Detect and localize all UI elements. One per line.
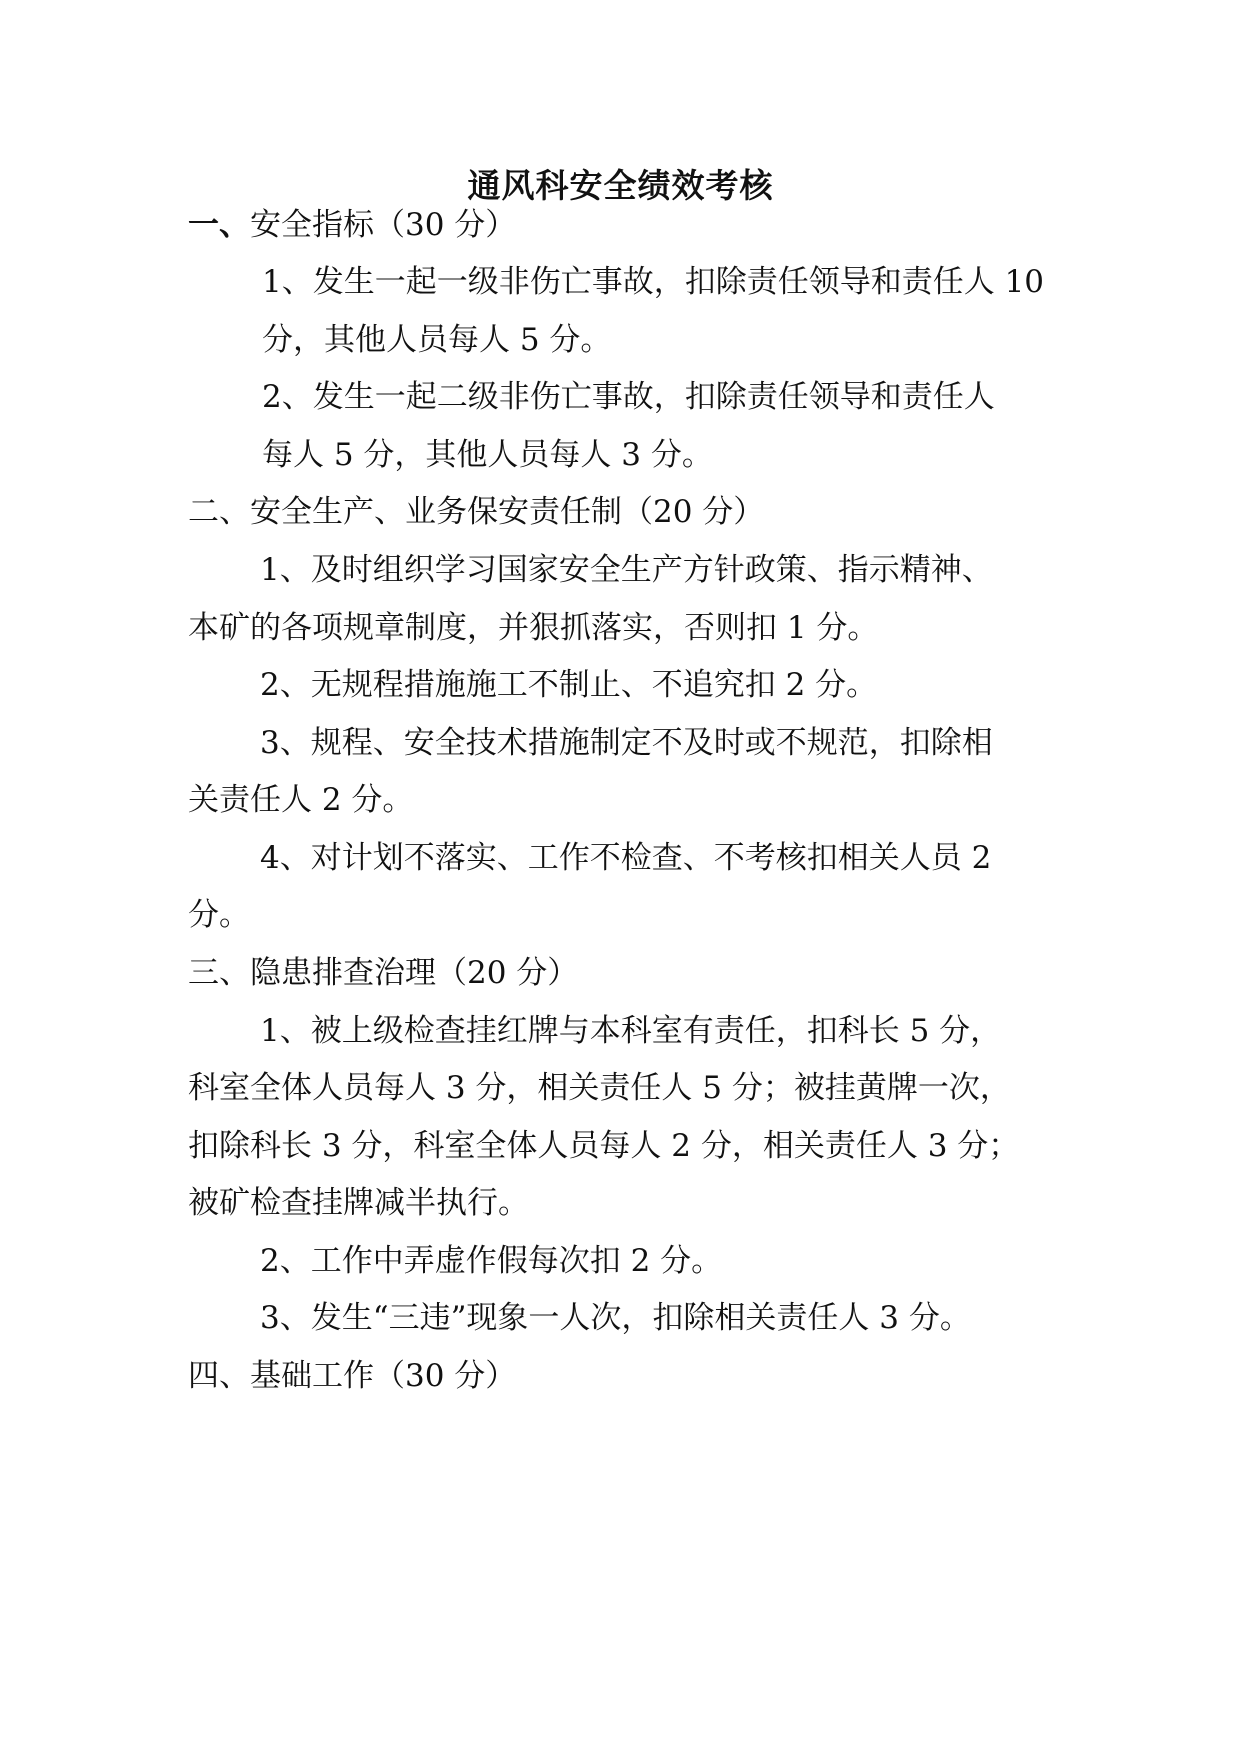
paragraph-line: 被矿检查挂牌减半执行。 [188,1185,529,1221]
paragraph-line: 分。 [188,897,250,933]
paragraph-line: 3、规程、安全技术措施制定不及时或不规范，扣除相 [260,725,993,761]
paragraph-line: 2、无规程措施施工不制止、不追究扣 2 分。 [260,667,878,703]
section-heading: 二、安全生产、业务保安责任制（20 分） [188,494,765,530]
paragraph-line: 2、发生一起二级非伤亡事故，扣除责任领导和责任人 [262,379,995,415]
document-title: 通风科安全绩效考核 [467,166,774,205]
paragraph-line: 4、对计划不落实、工作不检查、不考核扣相关人员 2 [260,840,992,876]
section-heading [188,205,516,245]
paragraph-line: 1、发生一起一级非伤亡事故，扣除责任领导和责任人 10 [262,264,1045,300]
paragraph-line: 3、发生“三违”现象一人次，扣除相关责任人 3 分。 [260,1300,971,1336]
paragraph-line: 分，其他人员每人 5 分。 [262,322,612,358]
paragraph-line: 本矿的各项规章制度，并狠抓落实，否则扣 1 分。 [188,610,879,646]
paragraph-line: 科室全体人员每人 3 分，相关责任人 5 分；被挂黄牌一次， [188,1070,1011,1106]
section-heading-text: 安全指标（30 分） [250,207,517,243]
section-heading: 三、隐患排查治理（20 分） [188,955,579,991]
paragraph-line: 关责任人 2 分。 [188,782,414,818]
paragraph-line: 1、被上级检查挂红牌与本科室有责任，扣科长 5 分， [260,1013,1002,1049]
paragraph-line: 2、工作中弄虚作假每次扣 2 分。 [260,1243,723,1279]
paragraph-line: 每人 5 分，其他人员每人 3 分。 [262,437,713,473]
paragraph-line: 1、及时组织学习国家安全生产方针政策、指示精神、 [260,552,993,588]
paragraph-line: 扣除科长 3 分，科室全体人员每人 2 分，相关责任人 3 分； [188,1128,1020,1164]
section-heading: 四、基础工作（30 分） [188,1358,517,1394]
section-heading-mark: 一、 [188,207,250,243]
